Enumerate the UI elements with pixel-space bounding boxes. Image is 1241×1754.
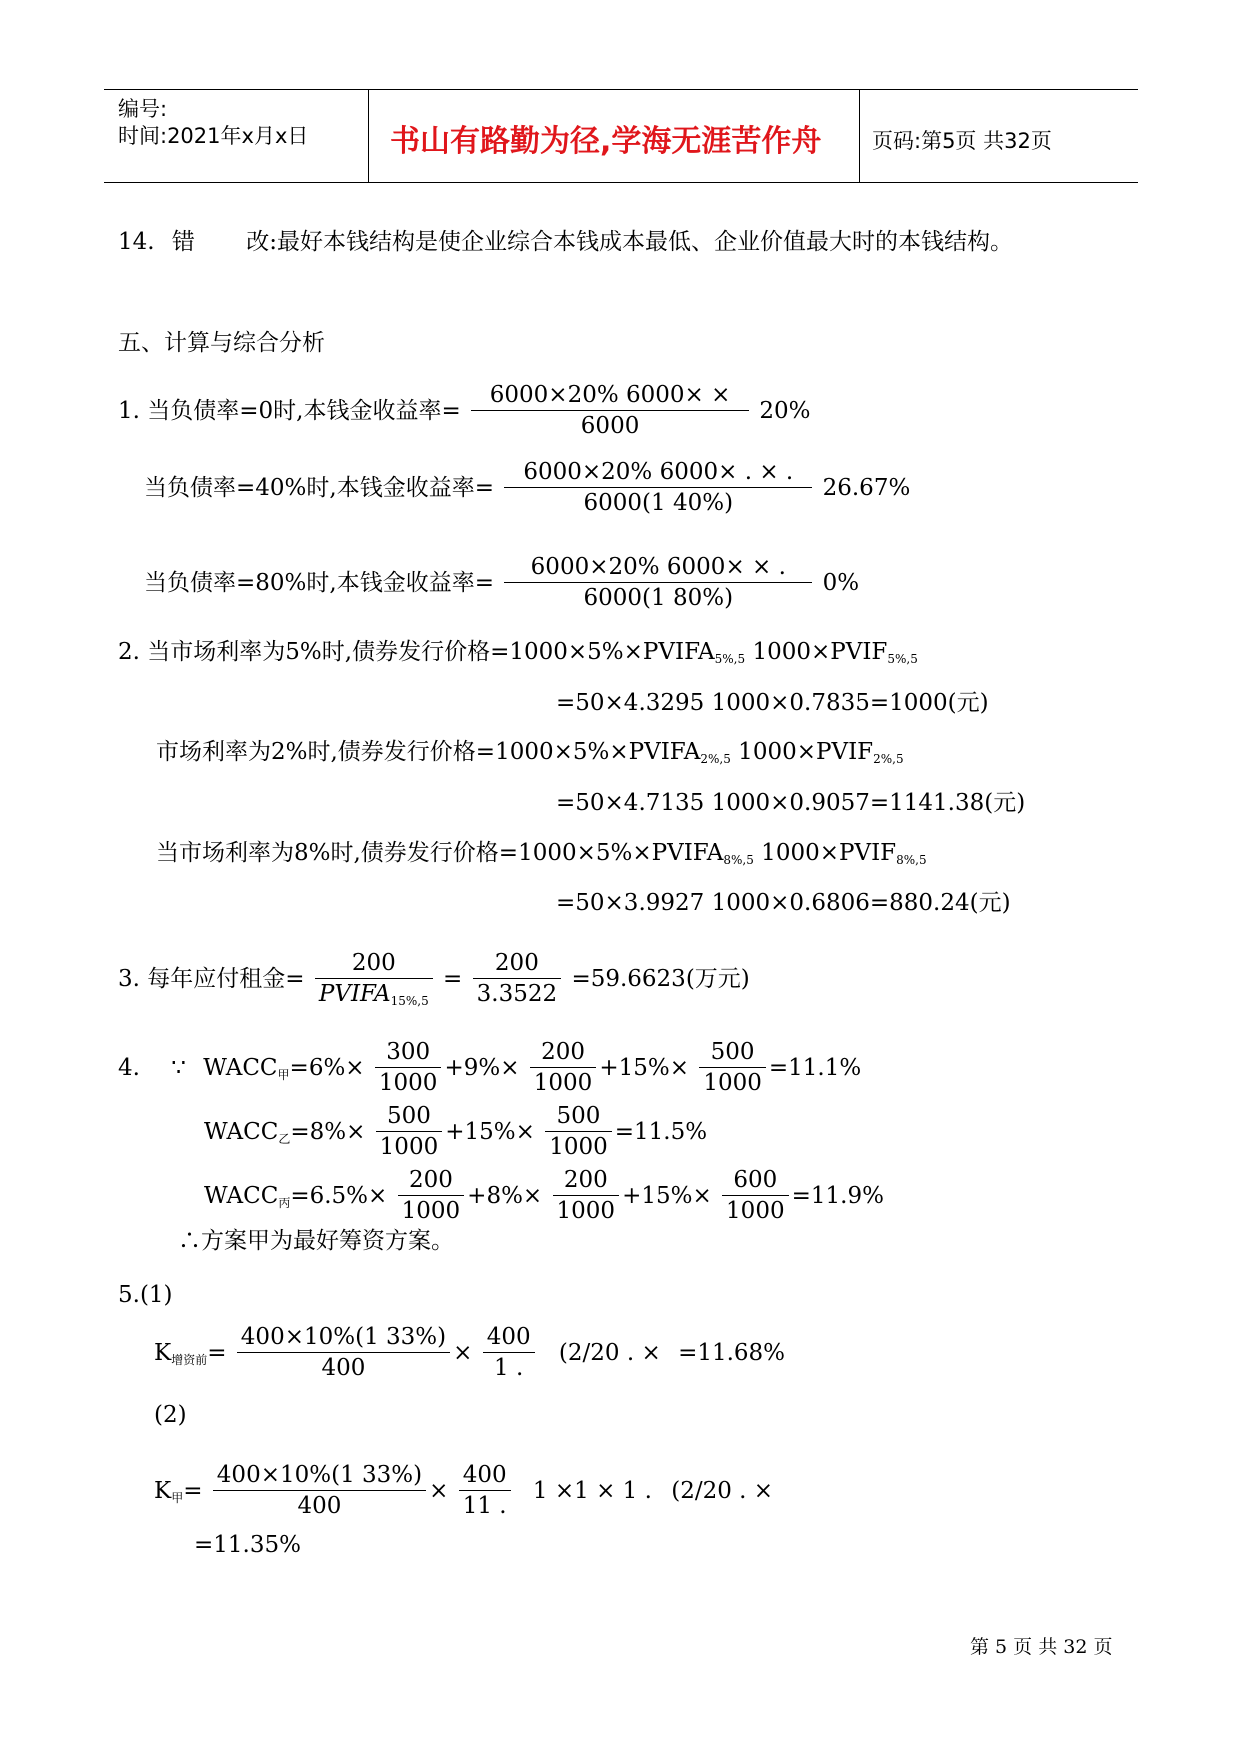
q5-k1-row	[154, 1322, 785, 1383]
q5-k2-result: =11.35%	[194, 1532, 301, 1558]
q4-because: ∵	[171, 1055, 186, 1081]
q1-row-3	[144, 552, 859, 613]
q2-l3-sub-2: 2%,5	[873, 752, 904, 766]
q2-l3-text: 市场利率为2%时,债券发行价格=1000×5%×PVIFA	[156, 739, 701, 765]
q3-row	[118, 948, 750, 1016]
q5-k1-times: ×	[453, 1340, 473, 1366]
q4-c-f1-den: 1000	[401, 1198, 461, 1224]
q2-line-5	[156, 838, 927, 875]
q3-f1-numerator: 200	[315, 948, 433, 979]
q2-l5-sub-2: 8%,5	[896, 853, 927, 867]
q1-r2-label: 当负债率=40%时,本钱金收益率=	[144, 475, 494, 501]
q4-b-f2-den: 1000	[549, 1134, 608, 1160]
q2-line-3	[156, 737, 904, 774]
q4-a-f3-num: 500	[699, 1037, 766, 1068]
header-top-rule	[104, 89, 1138, 90]
q1-r3-fraction	[504, 552, 812, 613]
q4-a-fraction-1	[375, 1037, 442, 1098]
item-14	[118, 227, 1013, 257]
q2-line-6: =50×3.9927 1000×0.6806=880.24(元)	[556, 890, 1011, 916]
q4-row-c	[204, 1165, 884, 1226]
q5-header	[118, 1280, 173, 1310]
q4-c-f2-den: 1000	[556, 1198, 616, 1224]
q1-r2-fraction	[504, 457, 812, 518]
q4-b-t1: =8%×	[290, 1119, 366, 1145]
q4-c-f3-num: 600	[722, 1165, 789, 1196]
q2-l3-sub-1: 2%,5	[700, 752, 731, 766]
q5-k1-result: =11.68%	[678, 1340, 786, 1366]
q4-conclusion: ∴方案甲为最好筹资方案。	[178, 1228, 454, 1254]
q2-l1-mid: 1000×PVIF	[745, 639, 888, 665]
q4-a-f1-num: 300	[375, 1037, 442, 1068]
q5-k2-label: K	[154, 1478, 172, 1504]
q2-line-1	[118, 637, 918, 674]
q4-b-fraction-1	[376, 1101, 443, 1162]
q2-l3-mid: 1000×PVIF	[730, 739, 874, 765]
q4-row-a	[118, 1037, 861, 1098]
q1-r2-numerator: 6000×20% 6000× . × .	[504, 457, 812, 488]
q5-k2-denominator: 400	[297, 1493, 342, 1519]
q4-a-fraction-3	[699, 1037, 766, 1098]
q4-number: 4.	[118, 1055, 140, 1081]
q1-row-2	[144, 457, 910, 518]
q2-l1-sub-2: 5%,5	[887, 652, 918, 666]
q5-part-1-label: (1)	[139, 1282, 173, 1308]
q1-r3-result: 0%	[822, 570, 860, 596]
q5-k2-mid: 1 ×1 × 1 .	[532, 1478, 652, 1504]
q1-r2-denominator: 6000(1 40%)	[583, 490, 734, 516]
q4-b-label: WACC	[204, 1119, 279, 1145]
header-divider-right	[859, 89, 860, 183]
q3-f2-numerator: 200	[473, 948, 561, 979]
q4-c-t1: =6.5%×	[290, 1183, 388, 1209]
q1-row-1	[118, 380, 811, 441]
q4-b-f1-num: 500	[376, 1101, 443, 1132]
q4-a-result: =11.1%	[768, 1055, 862, 1081]
q4-a-f3-den: 1000	[703, 1070, 762, 1096]
q4-a-t1: =6%×	[289, 1055, 365, 1081]
q5-k2-row	[154, 1460, 773, 1521]
item-14-number: 14.	[118, 229, 155, 255]
q4-c-sub: 丙	[278, 1196, 291, 1210]
q1-r1-label: 当负债率=0时,本钱金收益率=	[147, 398, 461, 424]
q5-k2-times: ×	[429, 1478, 449, 1504]
item-14-text: 改:最好本钱结构是使企业综合本钱成本最低、企业价值最大时的本钱结构。	[246, 229, 1013, 255]
item-14-status: 错	[171, 229, 195, 255]
q3-equals: =	[443, 966, 463, 992]
q4-b-f1-den: 1000	[379, 1134, 439, 1160]
q1-r1-denominator: 6000	[580, 413, 640, 439]
q3-result: =59.6623(万元)	[571, 966, 750, 992]
q4-c-f1-num: 200	[398, 1165, 465, 1196]
q4-c-label: WACC	[204, 1183, 279, 1209]
q1-number: 1.	[118, 398, 140, 424]
q5-k1-eq: =	[207, 1340, 227, 1366]
q5-k2-fraction-1	[213, 1460, 426, 1521]
q1-r3-numerator: 6000×20% 6000× × .	[504, 552, 812, 583]
q1-r1-numerator: 6000×20% 6000× ×	[471, 380, 749, 411]
q3-f1-denominator-sub: 15%,5	[390, 994, 429, 1008]
q4-b-result: =11.5%	[614, 1119, 708, 1145]
q4-c-fraction-2	[553, 1165, 620, 1226]
q3-fraction-1	[315, 948, 433, 1016]
footer-page: 第 5 页 共 32 页	[970, 1636, 1113, 1658]
header-divider-left	[368, 89, 369, 183]
q5-k2-tail: (2/20 . ×	[671, 1478, 774, 1504]
q2-l5-text: 当市场利率为8%时,债券发行价格=1000×5%×PVIFA	[156, 840, 724, 866]
q4-c-f2-num: 200	[553, 1165, 620, 1196]
section-title: 五、计算与综合分析	[118, 330, 325, 356]
q1-r1-result: 20%	[759, 398, 811, 424]
header-motto: 书山有路勤为径,学海无涯苦作舟	[390, 124, 822, 159]
q3-number: 3.	[118, 966, 140, 992]
q4-c-result: =11.9%	[791, 1183, 884, 1209]
q2-line-2: =50×4.3295 1000×0.7835=1000(元)	[556, 690, 989, 716]
q2-l1-text: 当市场利率为5%时,债券发行价格=1000×5%×PVIFA	[147, 639, 715, 665]
q3-label: 每年应付租金=	[147, 966, 305, 992]
q3-fraction-2	[473, 948, 561, 1009]
q4-c-t3: +15%×	[622, 1183, 712, 1209]
q2-l1-sub-1: 5%,5	[714, 652, 746, 666]
q5-k2-eq: =	[183, 1478, 203, 1504]
q5-number: 5.	[118, 1282, 140, 1308]
q4-c-fraction-3	[722, 1165, 789, 1226]
q4-c-t2: +8%×	[467, 1183, 543, 1209]
q5-k2-f2-num: 400	[459, 1460, 511, 1491]
q4-b-fraction-2	[545, 1101, 612, 1162]
q5-k2-f2-den: 11 .	[462, 1493, 507, 1519]
q5-k1-tail: (2/20 . ×	[558, 1340, 661, 1366]
q1-r1-fraction	[471, 380, 749, 441]
q2-l5-mid: 1000×PVIF	[753, 840, 897, 866]
q4-a-label: WACC	[203, 1055, 278, 1081]
q5-k2-sub: 甲	[171, 1491, 184, 1505]
q4-row-b	[204, 1101, 707, 1162]
q5-k1-denominator: 400	[321, 1355, 366, 1381]
q3-f1-denominator-wrap	[315, 979, 433, 1016]
q5-k1-sub: 增资前	[171, 1353, 208, 1367]
header-page-label: 页码:第5页 共32页	[872, 129, 1052, 153]
q5-k1-label: K	[154, 1340, 172, 1366]
q5-k2-fraction-2	[459, 1460, 511, 1521]
q2-line-4: =50×4.7135 1000×0.9057=1141.38(元)	[556, 790, 1026, 816]
q2-number: 2.	[118, 639, 140, 665]
q5-k1-numerator: 400×10%(1 33%)	[237, 1322, 450, 1353]
header-time-label: 时间:2021年x月x日	[118, 124, 309, 148]
q1-r2-result: 26.67%	[822, 475, 911, 501]
header-number-label: 编号:	[118, 97, 168, 121]
q5-part-2-label: (2)	[154, 1402, 187, 1428]
q4-a-t2: +9%×	[444, 1055, 520, 1081]
q4-a-f2-num: 200	[530, 1037, 597, 1068]
q5-k1-f2-num: 400	[483, 1322, 535, 1353]
q4-a-sub: 甲	[277, 1068, 290, 1082]
q4-b-f2-num: 500	[545, 1101, 612, 1132]
q4-a-f2-den: 1000	[533, 1070, 593, 1096]
q5-k1-fraction-2	[483, 1322, 535, 1383]
q4-b-sub: 乙	[278, 1132, 291, 1146]
q4-a-t3: +15%×	[599, 1055, 689, 1081]
q4-a-f1-den: 1000	[378, 1070, 438, 1096]
q3-f2-denominator: 3.3522	[476, 981, 558, 1007]
q1-r3-label: 当负债率=80%时,本钱金收益率=	[144, 570, 494, 596]
q5-k2-numerator: 400×10%(1 33%)	[213, 1460, 426, 1491]
q1-r3-denominator: 6000(1 80%)	[583, 585, 734, 611]
q3-f1-denominator: PVIFA	[318, 981, 391, 1007]
q2-l5-sub-1: 8%,5	[723, 853, 754, 867]
q4-a-fraction-2	[530, 1037, 597, 1098]
header-bottom-rule	[104, 182, 1138, 183]
q4-c-fraction-1	[398, 1165, 465, 1226]
q5-k1-f2-den: 1 .	[494, 1355, 524, 1381]
q4-b-t2: +15%×	[445, 1119, 535, 1145]
q5-k1-fraction-1	[237, 1322, 450, 1383]
q4-c-f3-den: 1000	[726, 1198, 785, 1224]
